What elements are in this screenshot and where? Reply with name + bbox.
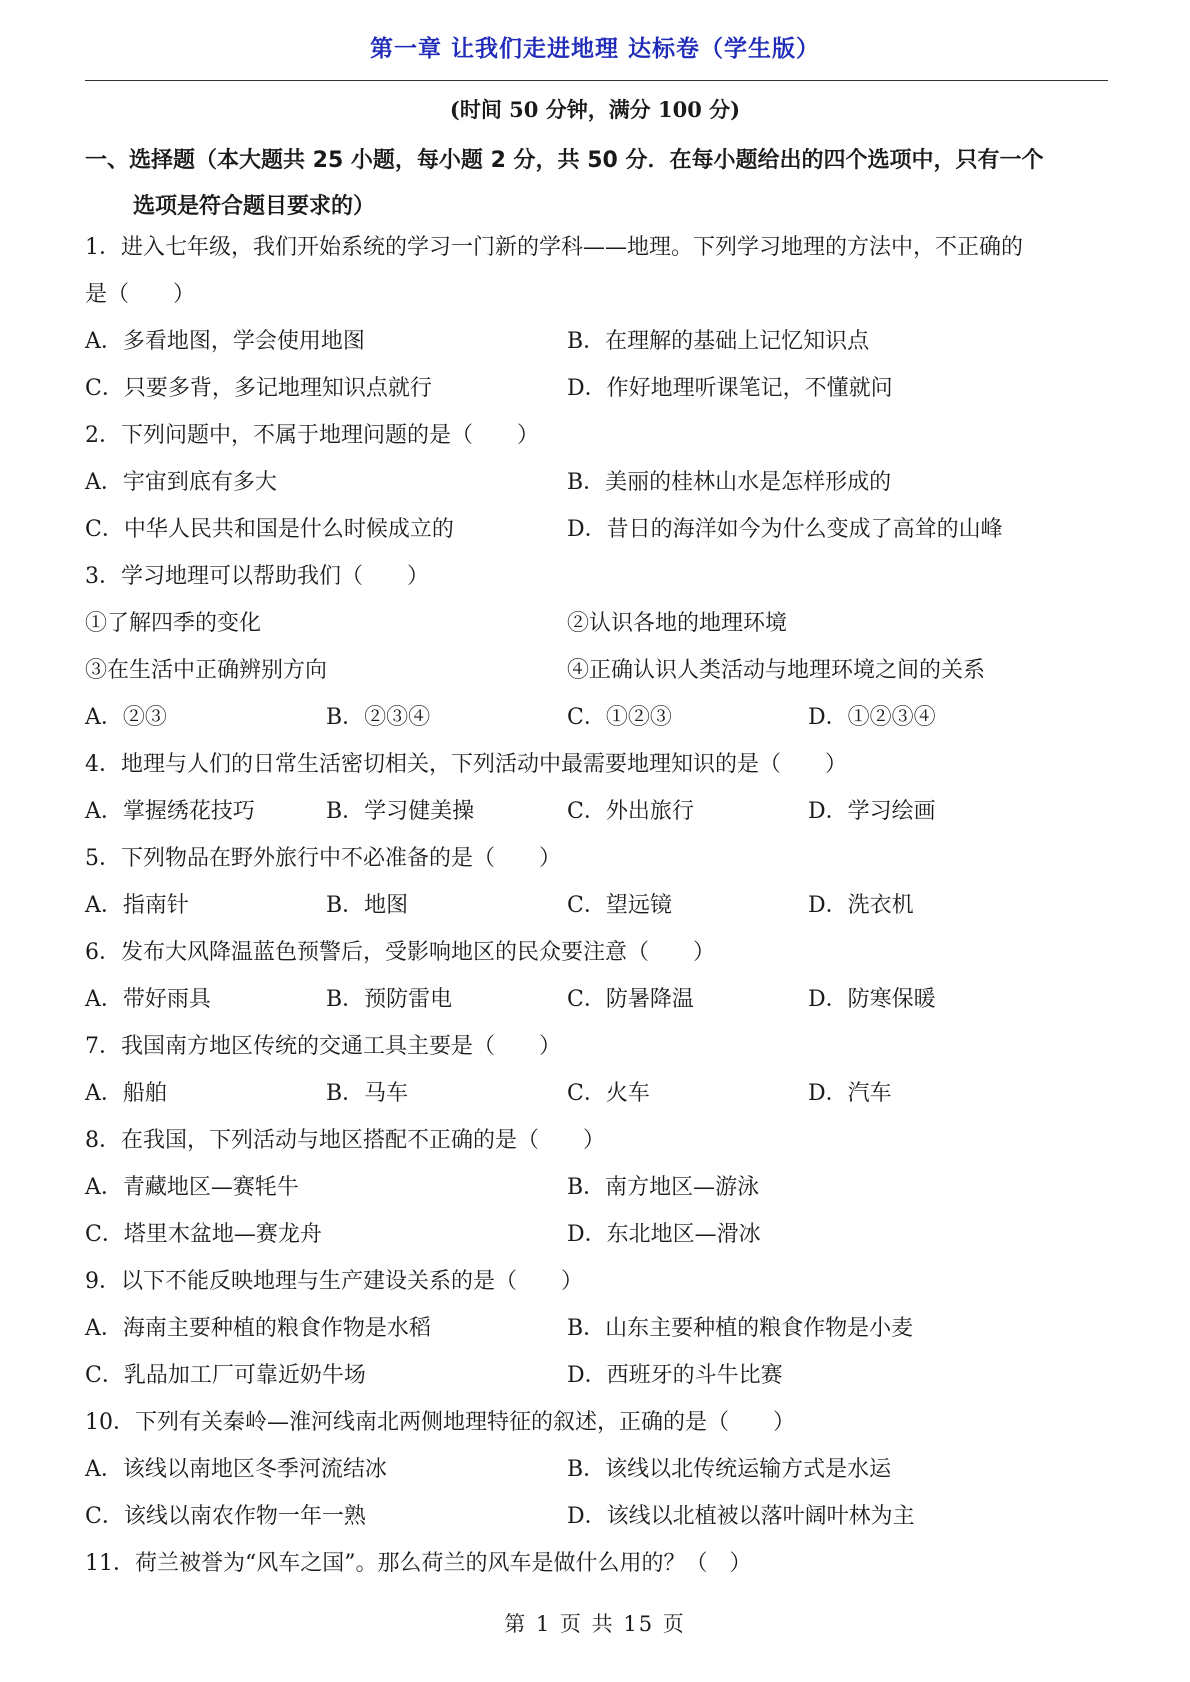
document-title: 第一章 让我们走进地理 达标卷（学生版） [369,36,820,62]
question-6-option-c: C．防暑降温 [567,987,694,1012]
question-1-option-d: D．作好地理听课笔记，不懂就问 [567,376,893,401]
question-9-option-c: C．乳品加工厂可靠近奶牛场 [85,1363,366,1388]
question-5-stem: 5．下列物品在野外旅行中不必准备的是（ ） [85,846,561,871]
question-7-option-d: D．汽车 [808,1081,892,1106]
section-heading-line1: 一、选择题（本大题共 25 小题，每小题 2 分，共 50 分．在每小题给出的四个选项中，只有一个 [85,148,1044,173]
question-3-statement-4: ④正确认识人类活动与地理环境之间的关系 [567,658,986,683]
question-8-option-c: C．塔里木盆地—赛龙舟 [85,1222,322,1247]
question-5-option-d: D．洗衣机 [808,893,914,918]
question-6-option-d: D．防寒保暖 [808,987,936,1012]
question-8-stem: 8．在我国，下列活动与地区搭配不正确的是（ ） [85,1128,605,1153]
question-3-statement-1: ①了解四季的变化 [85,611,262,636]
question-1-option-a: A．多看地图，学会使用地图 [85,329,365,354]
exam-info: (时间 50 分钟，满分 100 分) [449,97,741,122]
question-6-option-b: B．预防雷电 [326,987,453,1012]
question-2-option-c: C．中华人民共和国是什么时候成立的 [85,517,454,542]
question-2-option-a: A．宇宙到底有多大 [85,470,277,495]
question-9-option-b: B．山东主要种植的粮食作物是小麦 [567,1316,914,1341]
question-10-option-d: D．该线以北植被以落叶阔叶林为主 [567,1504,915,1529]
question-2-stem: 2．下列问题中，不属于地理问题的是（ ） [85,423,539,448]
question-7-option-c: C．火车 [567,1081,650,1106]
question-1-stem-cont: 是（ ） [85,282,196,307]
question-10-stem: 10．下列有关秦岭—淮河线南北两侧地理特征的叙述，正确的是（ ） [85,1410,795,1435]
question-1-option-c: C．只要多背，多记地理知识点就行 [85,376,432,401]
question-1-option-b: B．在理解的基础上记忆知识点 [567,329,870,354]
question-6-stem: 6．发布大风降温蓝色预警后，受影响地区的民众要注意（ ） [85,940,715,965]
question-3-statement-3: ③在生活中正确辨别方向 [85,658,328,683]
question-2-option-d: D．昔日的海洋如今为什么变成了高耸的山峰 [567,517,1003,542]
question-8-option-a: A．青藏地区—赛牦牛 [85,1175,299,1200]
question-9-option-d: D．西班牙的斗牛比赛 [567,1363,783,1388]
question-7-option-b: B．马车 [326,1081,409,1106]
question-4-option-b: B．学习健美操 [326,799,475,824]
section-heading-line2: 选项是符合题目要求的） [133,194,376,219]
question-4-option-d: D．学习绘画 [808,799,936,824]
question-2-option-b: B．美丽的桂林山水是怎样形成的 [567,470,892,495]
section-heading [85,138,1115,230]
question-4-option-c: C．外出旅行 [567,799,694,824]
question-5-option-a: A．指南针 [85,893,189,918]
question-8-option-d: D．东北地区—滑冰 [567,1222,761,1247]
question-8-option-b: B．南方地区—游泳 [567,1175,760,1200]
question-1-stem: 1．进入七年级，我们开始系统的学习一门新的学科——地理。下列学习地理的方法中，不正确的 [85,235,1024,260]
question-3-statement-2: ②认识各地的地理环境 [567,611,788,636]
title-divider [85,80,1108,81]
page-number: 第 1 页 共 15 页 [504,1612,686,1636]
question-4-stem: 4．地理与人们的日常生活密切相关，下列活动中最需要地理知识的是（ ） [85,752,847,777]
question-9-option-a: A．海南主要种植的粮食作物是水稻 [85,1316,431,1341]
question-10-option-c: C．该线以南农作物一年一熟 [85,1504,366,1529]
question-10-option-a: A．该线以南地区冬季河流结冰 [85,1457,387,1482]
question-4-option-a: A．掌握绣花技巧 [85,799,255,824]
question-3-option-c: C．①②③ [567,705,672,730]
question-3-option-a: A．②③ [85,705,167,730]
question-5-option-c: C．望远镜 [567,893,672,918]
question-3-option-b: B．②③④ [326,705,431,730]
question-3-option-d: D．①②③④ [808,705,936,730]
question-5-option-b: B．地图 [326,893,409,918]
question-7-option-a: A．船舶 [85,1081,167,1106]
question-10-option-b: B．该线以北传统运输方式是水运 [567,1457,892,1482]
question-6-option-a: A．带好雨具 [85,987,211,1012]
question-11-stem: 11．荷兰被誉为“风车之国”。那么荷兰的风车是做什么用的？（ ） [85,1551,752,1576]
question-7-stem: 7．我国南方地区传统的交通工具主要是（ ） [85,1034,561,1059]
question-3-stem: 3．学习地理可以帮助我们（ ） [85,564,429,589]
question-9-stem: 9．以下不能反映地理与生产建设关系的是（ ） [85,1269,583,1294]
